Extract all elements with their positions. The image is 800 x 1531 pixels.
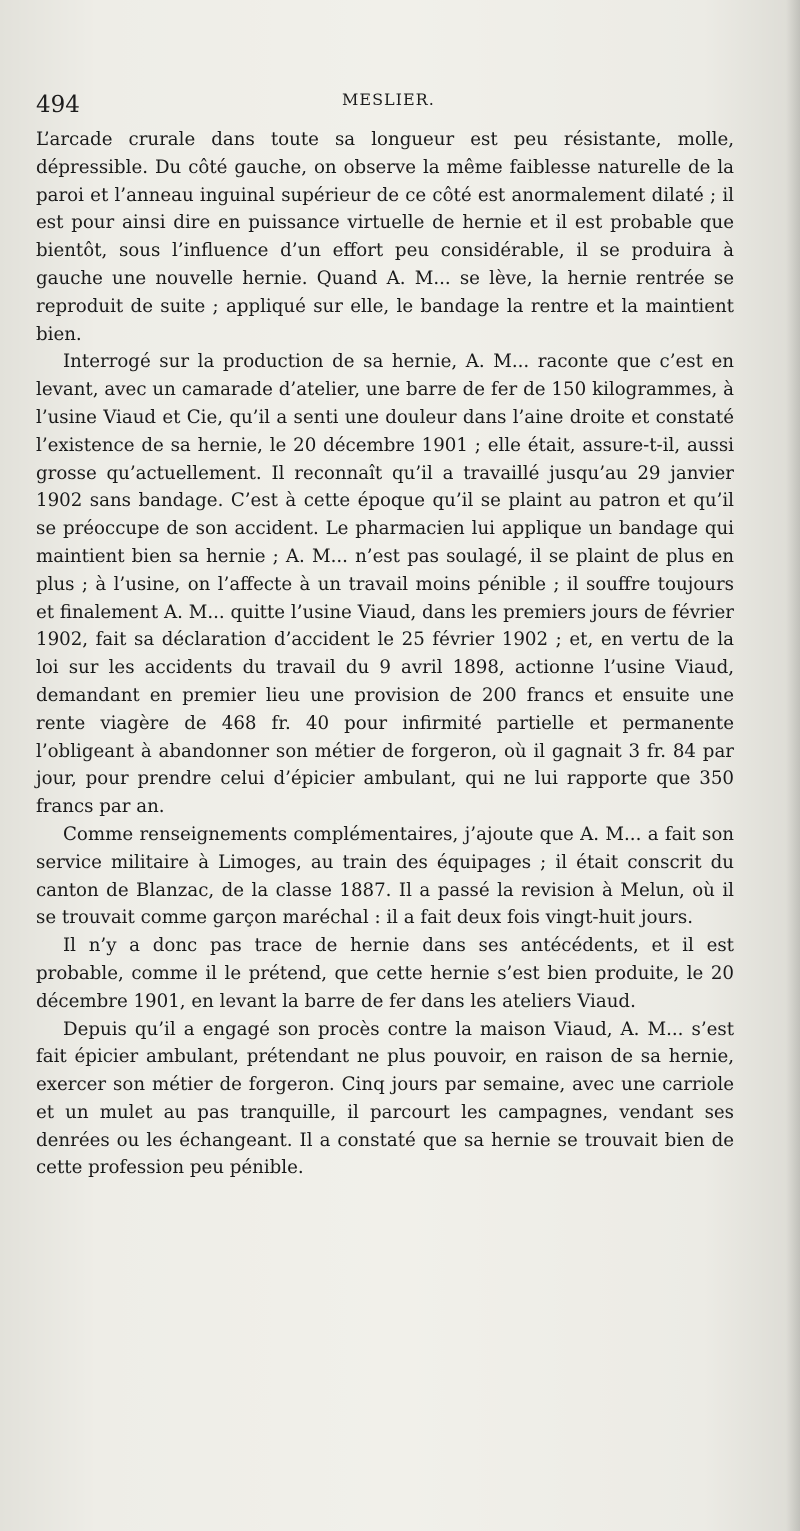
- page-number: 494: [36, 92, 80, 118]
- paragraph-interrogation: Interrogé sur la production de sa hernie, A. M... raconte que c’est en levant, avec un camarade d’atelier, une barre de fer de 150 kilogrammes, à l’usine Viaud et Cie, qu’il a senti une douleur dans l’aine droite et constaté l’existence de sa hernie, le 20 décembre 1901 ; elle était, assure-t-il, aussi grosse qu’actuellement. Il reconnaît qu’il a travaillé jusqu’au 29 janvier 1902 sans bandage. C’est à cette époque qu’il se plaint au patron et qu’il se préoccupe de son accident. Le pharmacien lui applique un bandage qui maintient bien sa hernie ; A. M... n’est pas soulagé, il se plaint de plus en plus ; à l’usine, on l’affecte à un travail moins pénible ; il souffre toujours et finalement A. M... quitte l’usine Viaud, dans les premiers jours de février 1902, fait sa déclaration d’accident le 25 février 1902 ; et, en vertu de la loi sur les accidents du travail du 9 avril 1898, actionne l’usine Viaud, demandant en premier lieu une provision de 200 francs et ensuite une rente viagère de 468 fr. 40 pour infirmité partielle et permanente l’obligeant à abandonner son métier de forgeron, où il gagnait 3 fr. 84 par jour, pour prendre celui d’épicier ambulant, qui ne lui rapporte que 350 francs par an.: [36, 351, 734, 818]
- page-spine-shadow: [786, 0, 800, 1531]
- paragraph-antecedents: Il n’y a donc pas trace de hernie dans ses antécédents, et il est probable, comme il le prétend, que cette hernie s’est bien produite, le 20 décembre 1901, en levant la barre de fer dans les ateliers Viaud.: [36, 935, 734, 1012]
- paragraph-since-lawsuit: Depuis qu’il a engagé son procès contre la maison Viaud, A. M... s’est fait épicier ambulant, prétendant ne plus pouvoir, en raison de sa hernie, exercer son métier de forgeron. Cinq jours par semaine, avec une carriole et un mulet au pas tranquille, il parcourt les campagnes, vendant ses denrées ou les échangeant. Il a constaté que sa hernie se trouvait bien de cette profession peu pénible.: [36, 1018, 734, 1179]
- paragraph-continuation: L’arcade crurale dans toute sa longueur est peu résistante, molle, dépressible. Du côté gauche, on observe la même faiblesse naturelle de la paroi et l’anneau inguinal supérieur de ce côté est anormalement dilaté ; il est pour ainsi dire en puissance virtuelle de hernie et il est probable que bientôt, sous l’influence d’un effort peu considérable, il se produira à gauche une nouvelle hernie. Quand A. M... se lève, la hernie rentrée se reproduit de suite ; appliqué sur elle, le bandage la rentre et la maintient bien.: [36, 129, 734, 345]
- page-header: [36, 88, 736, 122]
- body-text: [36, 126, 734, 1182]
- paragraph-additional-information: Comme renseignements complémentaires, j’ajoute que A. M... a fait son service militaire à Limoges, au train des équipages ; il était conscrit du canton de Blanzac, de la classe 1887. Il a passé la revision à Melun, où il se trouvait comme garçon maréchal : il a fait deux fois vingt-huit jours.: [36, 823, 734, 929]
- running-head: MESLIER.: [342, 90, 435, 109]
